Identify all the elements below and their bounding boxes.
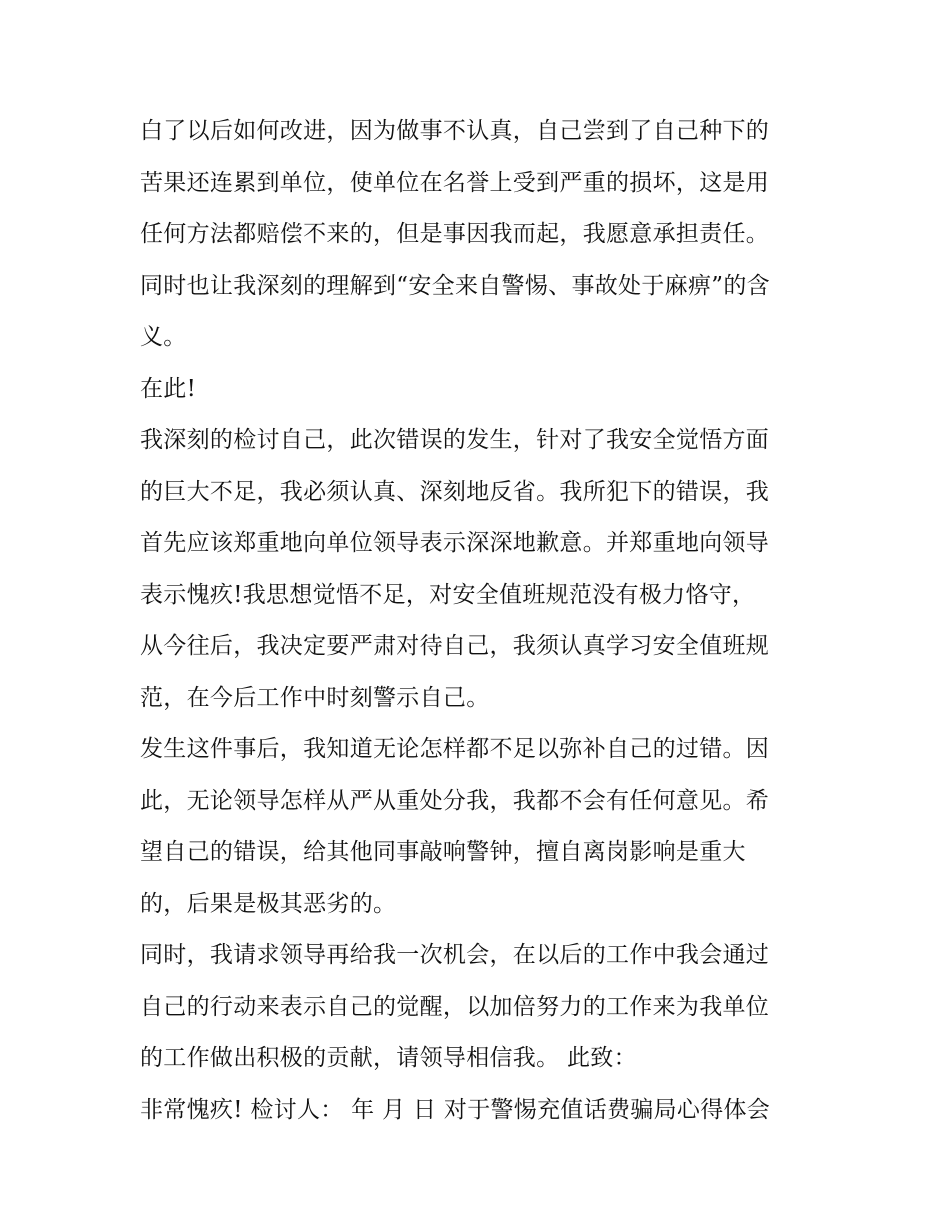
text-line: 望自己的错误，给其他同事敲响警钟，擅自离岗影响是重大 xyxy=(140,839,746,865)
text-line: 白了以后如何改进，因为做事不认真，自己尝到了自己种下的 xyxy=(140,118,770,144)
text-line: 非常愧疚! 检讨人： 年 月 日 对于警惕充值话费骗局心得体会 xyxy=(140,1096,771,1123)
text-line: 任何方法都赔偿不来的，但是事因我而起，我愿意承担责任。 xyxy=(140,221,770,247)
text-line: 首先应该郑重地向单位领导表示深深地歉意。并郑重地向领导 xyxy=(140,530,770,556)
text-line: 在此! xyxy=(140,375,197,402)
document-body xyxy=(140,106,830,1136)
text-line: 同时也让我深刻的理解到“安全来自警惕、事故处于麻痹”的含 xyxy=(140,272,770,299)
text-line: 的，后果是极其恶劣的。 xyxy=(140,890,397,917)
text-line: 我深刻的检讨自己，此次错误的发生，针对了我安全觉悟方面 xyxy=(140,427,770,453)
text-line: 发生这件事后，我知道无论怎样都不足以弥补自己的过错。因 xyxy=(140,736,770,762)
text-line: 的巨大不足，我必须认真、深刻地反省。我所犯下的错误，我 xyxy=(140,478,770,505)
text-line: 表示愧疚!我思想觉悟不足，对安全值班规范没有极力恪守， xyxy=(140,581,756,608)
text-line: 的工作做出积极的贡献，请领导相信我。 此致： xyxy=(140,1045,637,1071)
text-line: 自己的行动来表示自己的觉醒，以加倍努力的工作来为我单位 xyxy=(140,993,770,1020)
text-line: 范，在今后工作中时刻警示自己。 xyxy=(140,684,490,711)
text-line: 从今往后，我决定要严肃对待自己，我须认真学习安全值班规 xyxy=(140,633,770,659)
text-line: 此，无论领导怎样从严从重处分我，我都不会有任何意见。希 xyxy=(140,787,770,814)
text-line: 苦果还连累到单位，使单位在名誉上受到严重的损坏，这是用 xyxy=(140,169,770,196)
text-line: 同时，我请求领导再给我一次机会，在以后的工作中我会通过 xyxy=(140,942,770,968)
text-line: 义。 xyxy=(140,324,187,350)
